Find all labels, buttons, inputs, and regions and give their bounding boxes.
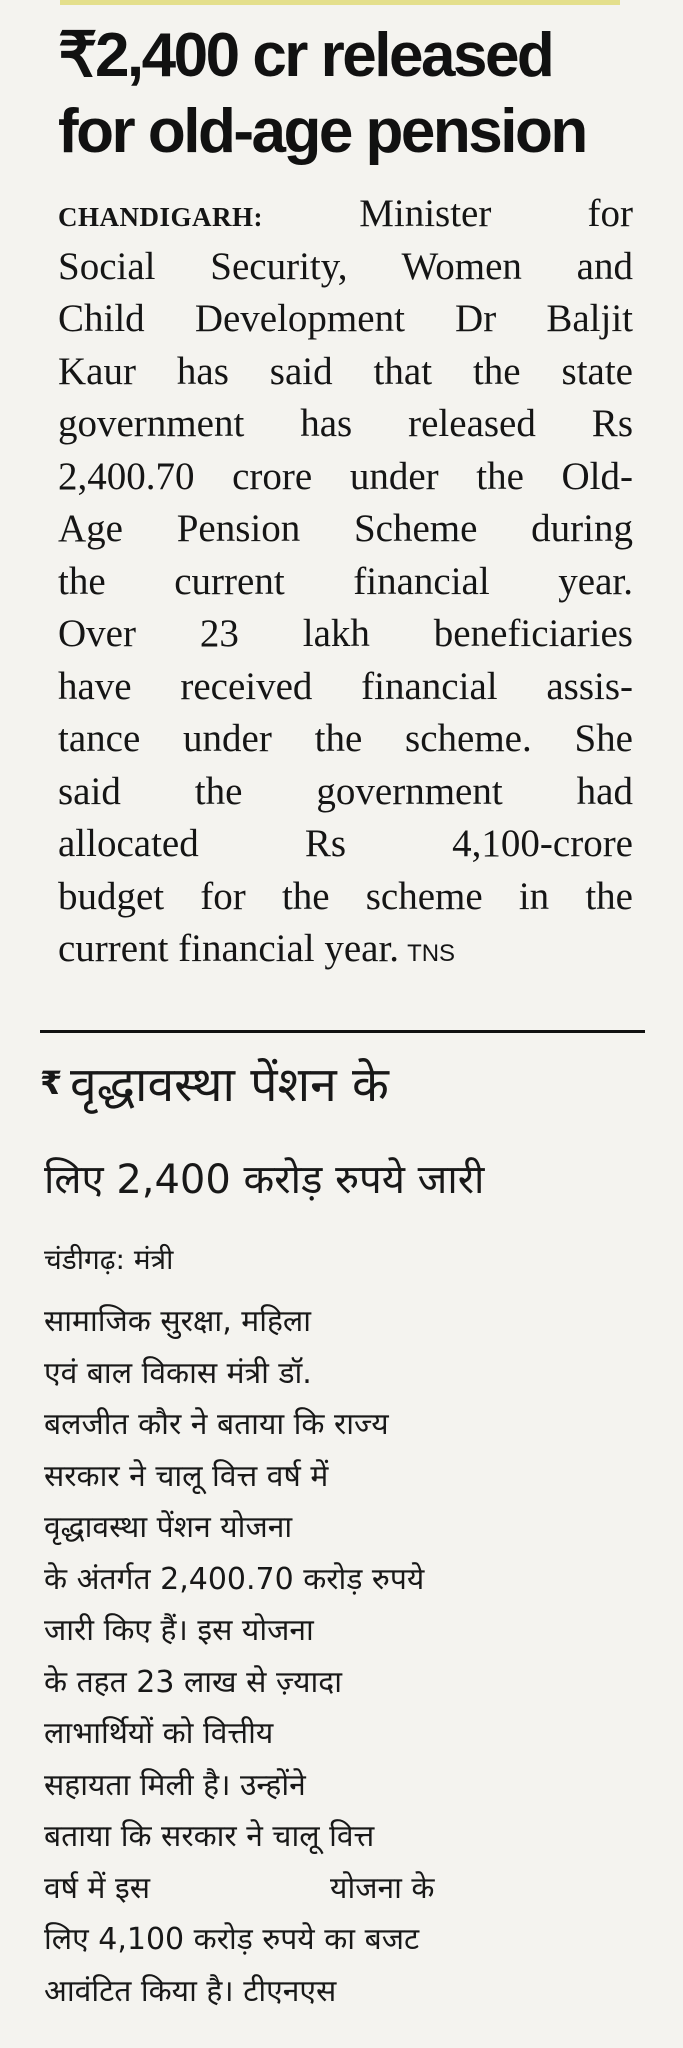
hindi-body-line: बताया कि सरकार ने चालू वित्त: [44, 1819, 375, 1854]
english-body-line: budget for the scheme in the: [58, 874, 633, 918]
hindi-body-line: के तहत 23 लाख से ज़्यादा: [44, 1664, 342, 1700]
english-body-line: the current financial year.: [58, 559, 633, 603]
hindi-body-line: एवं बाल विकास मंत्री डॉ.: [44, 1355, 312, 1391]
hindi-headline-mark: ₹: [40, 1064, 63, 1102]
hindi-body-line: आवंटित किया है। टीएनएस: [44, 1973, 337, 2009]
english-body-text: current financial year.: [58, 927, 400, 970]
english-body-line: 2,400.70 crore under the Old-: [58, 454, 633, 498]
english-body-line: government has released Rs: [58, 402, 633, 445]
english-dateline: CHANDIGARH:: [58, 202, 263, 232]
english-credit: TNS: [407, 940, 456, 967]
english-headline: [58, 18, 638, 170]
english-body-text: Minister for: [359, 192, 633, 235]
hindi-body-line: सहायता मिली है। उन्होंने: [44, 1767, 306, 1803]
english-headline-line: for old-age pension: [58, 97, 586, 166]
hindi-body-line: [44, 1863, 644, 1915]
hindi-body-text: वर्ष में इस: [44, 1870, 151, 1906]
hindi-body-line: लाभार्थियों को वित्तीय: [44, 1716, 274, 1751]
english-body: [58, 188, 638, 976]
hindi-dateline: चंडीगढ़: मंत्री: [44, 1243, 174, 1276]
hindi-subheadline: लिए 2,400 करोड़ रुपये जारी: [44, 1157, 485, 1203]
english-body-line: Child Development Dr Baljit: [58, 297, 633, 340]
section-divider: [40, 1030, 645, 1033]
hindi-body-line: लिए 4,100 करोड़ रुपये का बजट: [44, 1922, 420, 1957]
hindi-body-line: के अंतर्गत 2,400.70 करोड़ रुपये: [44, 1561, 425, 1597]
english-headline-line: ₹2,400 cr released: [58, 21, 553, 90]
hindi-body-line: सरकार ने चालू वित्त वर्ष में: [44, 1458, 329, 1494]
english-body-line: have received financial assis-: [58, 664, 633, 708]
hindi-headline: वृद्धावस्था पेंशन के: [70, 1057, 389, 1113]
english-body-line: Kaur has said that the state: [58, 349, 633, 393]
top-rule: [60, 0, 620, 5]
hindi-body-text: योजना के: [330, 1870, 435, 1906]
english-body-line: said the government had: [58, 769, 633, 813]
hindi-body-line: जारी किए हैं। इस योजना: [44, 1613, 314, 1648]
english-body-line: [58, 923, 633, 976]
english-body-line: allocated Rs 4,100-crore: [58, 822, 633, 865]
english-article: [58, 18, 638, 976]
hindi-body-line: सामाजिक सुरक्षा, महिला: [44, 1304, 312, 1339]
hindi-body-line: वृद्धावस्था पेंशन योजना: [44, 1510, 293, 1545]
hindi-body-line: बलजीत कौर ने बताया कि राज्य: [44, 1407, 389, 1442]
english-body-line: Social Security, Women and: [58, 244, 633, 288]
english-body-line: Over 23 lakh beneficiaries: [58, 612, 633, 655]
english-body-line: [58, 188, 633, 241]
english-body-line: tance under the scheme. She: [58, 717, 633, 760]
hindi-body: [44, 1296, 644, 2017]
english-body-line: Age Pension Scheme during: [58, 507, 633, 550]
